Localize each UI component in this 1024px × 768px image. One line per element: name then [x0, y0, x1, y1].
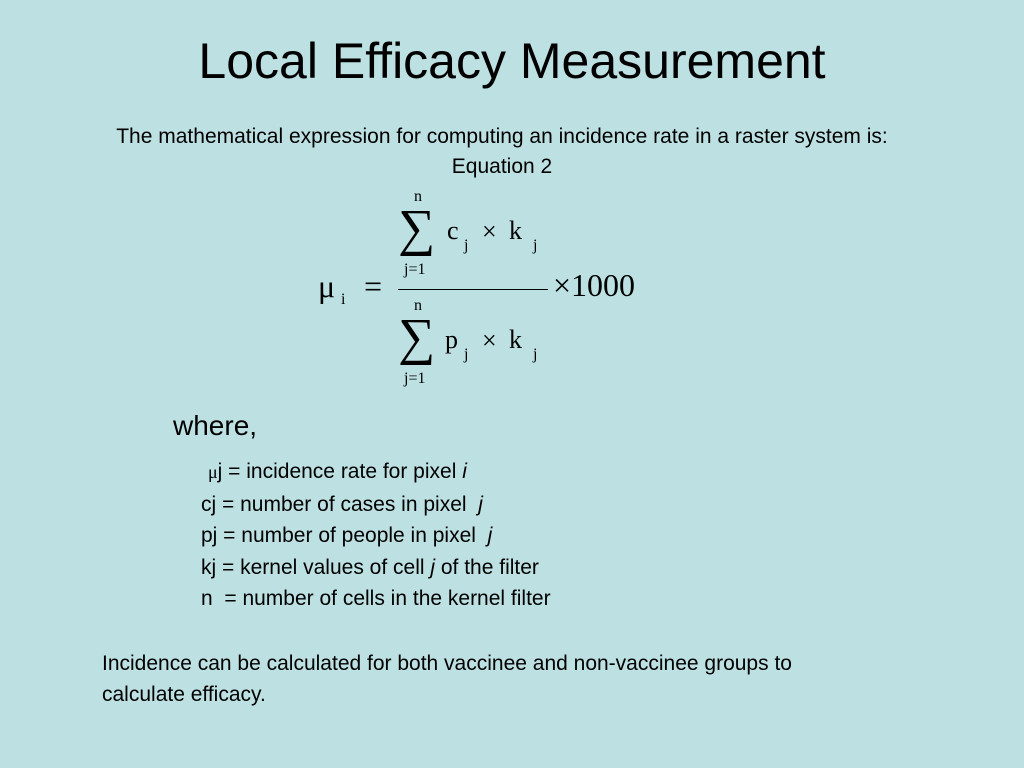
multiplier-1000: ×1000: [553, 267, 636, 303]
efficacy-note: Incidence can be calculated for both vaccinee and non-vaccinee groups to calculate efficacy.: [102, 652, 792, 706]
mu-symbol: μ: [318, 268, 336, 304]
def-k-var: j: [430, 555, 436, 579]
def-c-var: j: [478, 492, 483, 516]
def-mu-symbol: μ: [208, 462, 218, 482]
num-times-symbol: ×: [482, 217, 497, 246]
intro-text: [0, 122, 1004, 182]
def-mu: [201, 456, 551, 489]
den-sub-k: j: [533, 346, 538, 363]
def-k-text-a: kj = kernel values of cell: [201, 555, 431, 579]
def-c-text: cj = number of cases in pixel: [201, 492, 479, 516]
def-p-text: pj = number of people in pixel: [201, 524, 488, 547]
num-sum-upper: n: [414, 188, 422, 205]
den-sum-upper: n: [414, 297, 422, 314]
fraction-bar: [398, 289, 548, 290]
num-sub-c: j: [464, 237, 469, 254]
num-sub-k: j: [533, 237, 538, 254]
intro-sentence: The mathematical expression for computing an incidence rate in a raster system is:: [116, 125, 888, 148]
def-n-text: n = number of cells in the kernel filter: [201, 587, 551, 610]
def-n: [201, 583, 551, 615]
where-label: where,: [173, 410, 258, 441]
mu-subscript: i: [341, 291, 346, 308]
equation-label: Equation 2: [451, 155, 553, 178]
def-mu-var: i: [462, 460, 467, 483]
den-sigma-symbol: ∑: [398, 309, 436, 366]
def-p-var: j: [487, 524, 493, 547]
den-times-symbol: ×: [482, 326, 497, 355]
def-c: [201, 489, 551, 521]
def-p: [201, 520, 551, 552]
def-k-text-b: of the filter: [435, 555, 539, 579]
slide-title: Local Efficacy Measurement: [198, 33, 826, 89]
den-var-p: p: [445, 325, 458, 354]
den-sub-p: j: [464, 346, 469, 363]
den-var-k: k: [509, 325, 522, 354]
num-var-c: c: [447, 216, 459, 245]
def-mu-text: j = incidence rate for pixel: [217, 460, 463, 483]
definitions-list: [201, 456, 551, 615]
def-k: [201, 552, 551, 584]
den-sum-lower: j=1: [404, 370, 426, 387]
num-var-k: k: [509, 216, 522, 245]
num-sum-lower: j=1: [404, 261, 426, 278]
num-sigma-symbol: ∑: [398, 200, 436, 257]
equals-sign: =: [364, 268, 383, 304]
